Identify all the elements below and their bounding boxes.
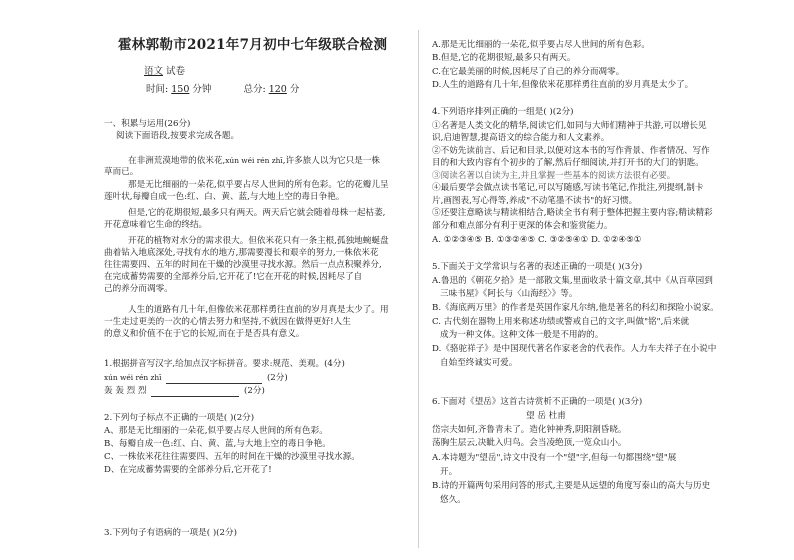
q5-stem: 5.下面关于文学常识与名著的表述正确的一项是( )(3分) — [432, 262, 643, 272]
q1-pinyin: xún wéi rén zhī — [104, 373, 162, 382]
q4-item-2b: 目的和大致内容有个初步的了解,然后仔细阅读,并打开书的大门的钥匙。 — [432, 158, 704, 168]
paper-label: 试卷 — [166, 66, 186, 77]
section1-heading: 一、积累与运用(26分) — [104, 119, 191, 129]
q4-item-5a: ⑤还要注意略读与精读相结合,略读全书有利于整体把握主要内容;精读精彩 — [432, 208, 713, 218]
q6-option-b1[interactable]: B.诗的开篇两句采用问答的形式,主要是从远望的角度写泰山的高大与历史 — [432, 481, 711, 491]
q4-item-1a: ①名著是人类文化的精华,阅读它们,如同与大师们精神于共游,可以增长见 — [432, 121, 707, 131]
q4-item-3: ③阅读名著以自读为主,并且掌握一些基本的阅读方法很有必要。 — [432, 171, 676, 181]
q3-option-d[interactable]: D.人生的道路有几十年,但像依米花那样勇往直前的岁月真是太少了。 — [432, 80, 694, 90]
q6-stem: 6.下面对《望岳》这首古诗赏析不正确的一项是( )(3分) — [432, 397, 643, 407]
q6-option-b2[interactable]: 悠久。 — [440, 495, 466, 505]
q3-option-b[interactable]: B.但是,它的花期很短,最多只有两天。 — [432, 53, 576, 63]
q4-options[interactable]: A. ①②③④⑤ B. ①③②④⑤ C. ③②⑤④① D. ①②④⑤① — [432, 235, 642, 245]
q5-option-a2[interactable]: 三味书屋》《阿长与〈山海经〉》等。 — [440, 289, 578, 299]
score-label: 总分: — [243, 84, 266, 95]
passage-p4-line2: 曲着钻入地底深处,寻找有水的地方,那需要漫长和艰辛的努力,一株依米花 — [104, 248, 379, 258]
passage-p3-line1: 但是,它的花期很短,最多只有两天。两天后它就会随着母株一起枯萎, — [128, 208, 386, 218]
subject-line — [144, 66, 185, 77]
passage-p1-line1: 在非洲荒漠地带的依米花,xún wéi rén zhī,许多旅人以为它只是一株 — [128, 156, 381, 166]
time-value: 150 — [171, 84, 190, 95]
passage-p2-line1: 那是无比细丽的一朵花,似乎要占尽人世间的所有色彩。它的花瓣儿呈 — [128, 180, 389, 190]
time-score-line — [146, 84, 299, 95]
passage-p5-line1: 人生的道路有几十年,但像依米花那样勇往直前的岁月真是太少了。用 — [128, 305, 389, 315]
poem-title: 望 岳 杜甫 — [526, 411, 566, 421]
poem-line-1: 岱宗夫如何,齐鲁青未了。造化钟神秀,阴阳割昏晓。 — [432, 425, 627, 435]
q1-answer-blank-2[interactable] — [151, 387, 239, 397]
q5-option-c2[interactable]: 成为一种文体。这种文体一般是不用韵的。 — [440, 330, 604, 340]
score-value: 120 — [268, 84, 287, 95]
score-unit: 分 — [289, 84, 300, 95]
q2-option-c[interactable]: C、一株依米花往往需要四、五年的时间在干燥的沙漠里寻找水源。 — [104, 452, 360, 462]
q5-option-c1[interactable]: C. 古代刻在器物上用来称述功绩或警戒自己的文字,叫做"铭",后来就 — [432, 317, 690, 327]
q1-line1-score: (2分) — [266, 373, 288, 383]
q1-stem: 1.根据拼音写汉字,给加点汉字标拼音。要求:规范、美观。(4分) — [104, 359, 345, 369]
q6-option-a2[interactable]: 开。 — [440, 467, 458, 477]
q1-line1 — [104, 372, 288, 384]
passage-p4-line4: 在完成蓄势需要的全部养分后,它开花了!它在开花的时候,因耗尽了自 — [104, 272, 363, 282]
passage-p5-line3: 的意义和价值不在于它的长短,而在于是否具有意义。 — [104, 329, 305, 339]
q4-item-4b: 片,画图表,写心得等,养成"不动笔墨不读书"的好习惯。 — [432, 196, 638, 206]
q1-answer-blank-1[interactable] — [166, 374, 262, 384]
q1-dotted-word: 轰 轰 烈 烈 — [104, 386, 147, 396]
q3-option-a[interactable]: A.那是无比细丽的一朵花,似乎要占尽人世间的所有色彩。 — [432, 40, 650, 50]
poem-line-2: 荡胸生层云,决眦入归鸟。会当凌绝顶,一览众山小。 — [432, 438, 627, 448]
passage-p4-line5: 己的养分而凋零。 — [104, 284, 173, 294]
q4-item-5b: 部分和难点部分有利于更深的体会和鉴赏能力。 — [432, 221, 613, 231]
passage-p2-line2: 莲叶状,每瓣自成一色:红、白、黄、蓝,与大地上空的毒日争艳。 — [104, 192, 345, 202]
q3-stem: 3.下列句子有语病的一项是( )(2分) — [104, 528, 237, 538]
subject-name: 语文 — [144, 66, 164, 77]
q5-option-d2[interactable]: 自始至终诚实可爱。 — [440, 358, 518, 368]
q1-line2 — [104, 386, 265, 397]
q2-stem: 2.下列句子标点不正确的一项是( )(2分) — [104, 413, 255, 423]
passage-p4-line3: 往往需要四、五年的时间在干燥的沙漠里寻找水源。然后一点点积聚养分, — [104, 260, 382, 270]
section1-intro: 阅读下面语段,按要求完成各题。 — [116, 131, 240, 141]
q5-option-d1[interactable]: D.《骆驼祥子》是中国现代著名作家老舍的代表作。人力车夫祥子在小说中 — [432, 344, 717, 354]
passage-p5-line2: 一生走过更美的一次的心情去努力和坚持,不就因在做得更好!人生 — [104, 317, 351, 327]
q2-option-a[interactable]: A、那是无比细丽的一朵花,似乎要占尽人世间的所有色彩。 — [104, 426, 328, 436]
time-unit: 分钟 — [192, 84, 212, 95]
passage-p3-line2: 开花意味着它生命的终结。 — [104, 220, 208, 230]
q4-item-4a: ④最后要学会做点读书笔记,可以写随感,写读书笔记,作批注,列提纲,制卡 — [432, 183, 704, 193]
passage-p4-line1: 开花的植物对水分的需求很大。但依米花只有一条主根,孤独地蜿蜒盘 — [128, 236, 389, 246]
q3-option-c[interactable]: C.在它最美丽的时候,因耗尽了自己的养分而凋零。 — [432, 67, 625, 77]
exam-title: 霍林郭勒市2021年7月初中七年级联合检测 — [118, 37, 388, 53]
column-divider — [418, 30, 419, 548]
q5-option-a1[interactable]: A.鲁迅的《朝花夕拾》是一部散文集,里面收录十篇文章,其中《从百草园到 — [432, 276, 713, 286]
q4-item-2a: ②不妨先读前言、后记和目录,以便对这本书的写作背景、作者情况、写作 — [432, 146, 710, 156]
q5-option-b[interactable]: B.《海底两万里》的作者是英国作家凡尔纳,他是著名的科幻和探险小说家。 — [432, 303, 719, 313]
pinyin-blank: xún wéi rén zhī — [225, 156, 283, 165]
q1-line2-score: (2分) — [244, 386, 265, 396]
q4-item-1b: 识,启迪智慧,提高语文的综合能力和人文素养。 — [432, 133, 610, 143]
q2-option-d[interactable]: D、在完成蓄势需要的全部养分后,它开花了! — [104, 465, 272, 475]
q6-option-a1[interactable]: A.本诗题为"望岳",诗文中没有一个"望"字,但每一句都围绕"望"展 — [432, 453, 677, 463]
q2-option-b[interactable]: B、每瓣自成一色:红、白、黄、蓝,与大地上空的毒日争艳。 — [104, 439, 331, 449]
q4-stem: 4.下列语序排列正确的一组是( )(2分) — [432, 107, 574, 117]
time-label: 时间: — [146, 84, 169, 95]
passage-p1-line2: 草而已。 — [104, 167, 139, 177]
